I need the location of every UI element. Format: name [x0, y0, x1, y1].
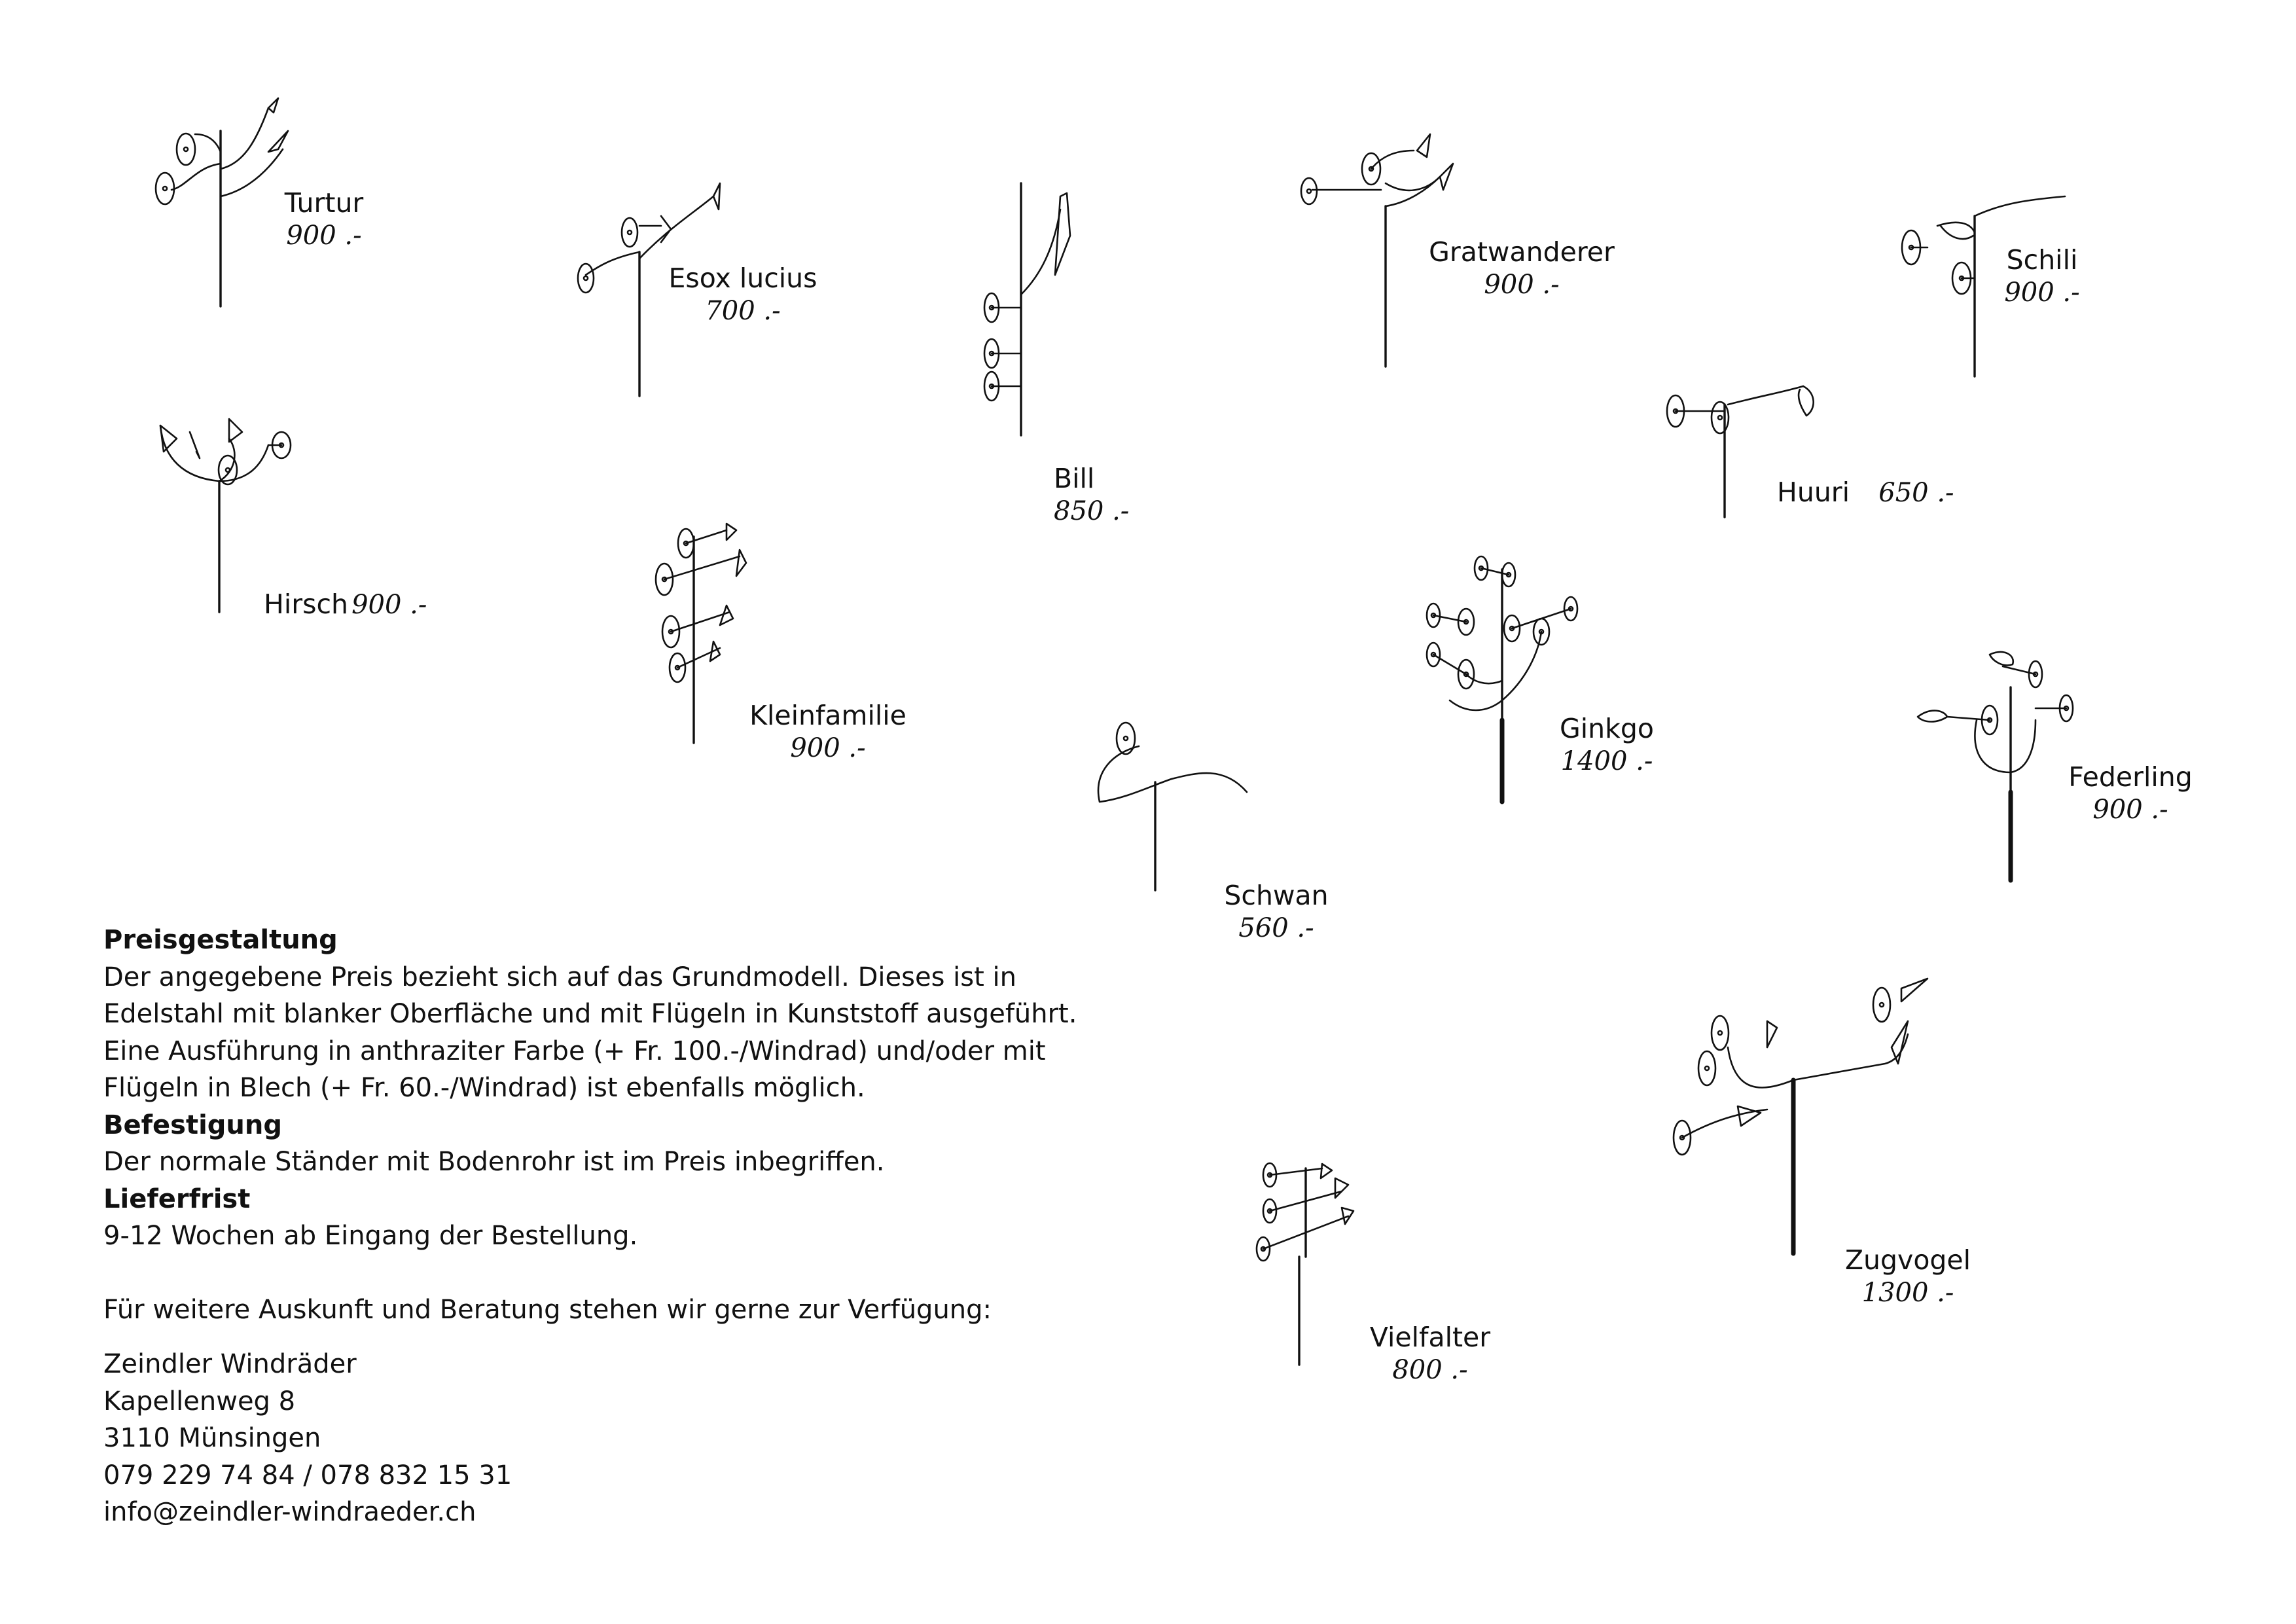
product-zugvogel — [1833, 1244, 1983, 1309]
street-address: Kapellenweg 8 — [103, 1386, 296, 1416]
vielfalter-drawing — [1257, 1163, 1354, 1365]
pricing-line: Flügeln in Blech (+ Fr. 60.-/Windrad) ist ebenfalls möglich. — [103, 1073, 865, 1103]
pricing-line: Der angegebene Preis bezieht sich auf das Grundmodell. Dieses ist in — [103, 962, 1016, 992]
kleinfamilie-drawing — [656, 524, 746, 743]
product-bill — [1054, 462, 1132, 528]
city: 3110 Münsingen — [103, 1423, 321, 1453]
product-price: 900 .- — [1484, 270, 1560, 300]
hirsch-drawing — [160, 419, 291, 612]
product-name: Esox lucius — [668, 262, 817, 294]
product-name: Turtur — [284, 187, 364, 219]
product-name: Zugvogel — [1844, 1244, 1971, 1276]
product-price: 1300 .- — [1861, 1278, 1954, 1308]
product-name: Bill — [1054, 463, 1095, 494]
product-esox — [655, 262, 831, 327]
pricing-heading: Preisgestaltung — [103, 925, 338, 955]
info-block — [103, 922, 1124, 1531]
product-huuri — [1777, 476, 1954, 509]
product-ginkgo — [1541, 712, 1672, 778]
product-price: 900 .- — [286, 221, 362, 251]
product-name: Kleinfamilie — [749, 700, 906, 731]
product-schwan — [1208, 879, 1345, 945]
federling-drawing — [1918, 652, 2073, 880]
product-price: 900 .- — [790, 733, 866, 763]
delivery-heading: Lieferfrist — [103, 1183, 251, 1214]
phone-numbers: 079 229 74 84 / 078 832 15 31 — [103, 1460, 512, 1490]
product-name: Federling — [2068, 761, 2193, 793]
product-vielfalter — [1358, 1321, 1502, 1386]
product-price: 900 .- — [2004, 278, 2080, 308]
delivery-text: 9-12 Wochen ab Eingang der Bestellung. — [103, 1221, 638, 1251]
product-federling — [2058, 761, 2202, 826]
product-price: 900 .- — [351, 590, 427, 620]
product-name: Vielfalter — [1369, 1322, 1491, 1353]
email-address: info@zeindler-windraeder.ch — [103, 1497, 476, 1527]
product-price: 700 .- — [705, 296, 781, 326]
product-name: Schwan — [1224, 880, 1329, 911]
product-name: Ginkgo — [1559, 713, 1654, 744]
product-price: 560 .- — [1238, 913, 1314, 943]
product-schili — [1986, 244, 2098, 309]
company-name: Zeindler Windräder — [103, 1349, 357, 1379]
product-kleinfamilie — [740, 699, 916, 765]
schwan-drawing — [1098, 723, 1247, 890]
zugvogel-drawing — [1674, 979, 1928, 1254]
product-price: 650 .- — [1878, 478, 1954, 508]
product-price: 800 .- — [1392, 1355, 1468, 1385]
product-turtur — [259, 187, 389, 252]
product-name: Schili — [2006, 244, 2078, 276]
product-price: 850 .- — [1054, 496, 1130, 526]
product-price: 900 .- — [2092, 795, 2168, 825]
product-hirsch — [264, 588, 427, 621]
pricing-line: Eine Ausführung in anthraziter Farbe (+ Fr. 100.-/Windrad) und/oder mit — [103, 1036, 1046, 1066]
contact-intro: Für weitere Auskunft und Beratung stehen wir gerne zur Verfügung: — [103, 1294, 992, 1325]
product-name: Hirsch — [264, 588, 348, 620]
product-name: Gratwanderer — [1429, 236, 1615, 268]
bill-drawing — [984, 183, 1070, 435]
mounting-heading: Befestigung — [103, 1110, 283, 1140]
product-price: 1400 .- — [1560, 746, 1653, 776]
pricing-line: Edelstahl mit blanker Oberfläche und mit Flügeln in Kunststoff ausgeführt. — [103, 999, 1077, 1029]
product-name: Huuri — [1777, 477, 1850, 508]
mounting-text: Der normale Ständer mit Bodenrohr ist im Preis inbegriffen. — [103, 1147, 885, 1177]
product-gratwanderer — [1414, 236, 1630, 301]
